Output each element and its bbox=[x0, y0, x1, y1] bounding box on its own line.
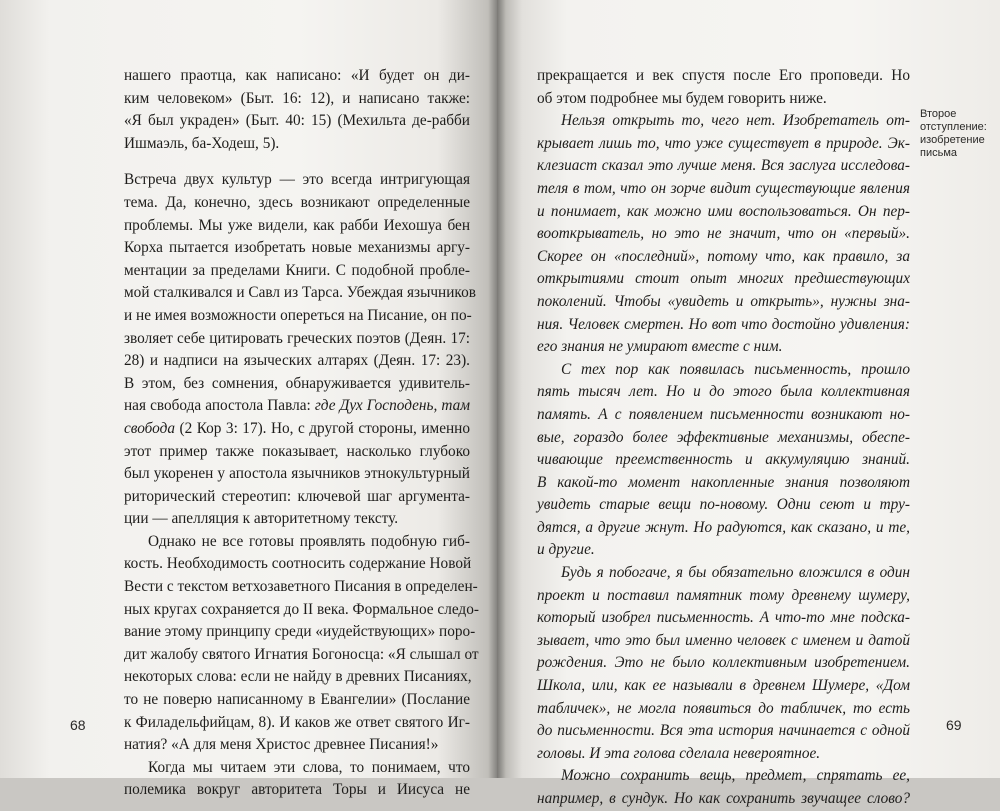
text-line: то не поверю написанному в Евангелии» (Послание bbox=[124, 691, 470, 709]
text-line: полемика вокруг авторитета Торы и Иисуса не bbox=[124, 781, 470, 799]
text-line: чивающие преемственность и аккумуляцию знаний. bbox=[537, 451, 910, 469]
text-line: вые, гораздо более эффективные механизмы, обеспе- bbox=[537, 428, 910, 446]
margin-note-line: изобретение bbox=[920, 134, 985, 146]
margin-note-line: Второе bbox=[920, 108, 957, 120]
text-line: и не имея возможности опереться на Писание, он по- bbox=[124, 306, 472, 324]
text-line: рождения. Это не было коллективным изобретением. bbox=[537, 654, 910, 672]
text-line: ментации за пределами Книги. С подобной пробле- bbox=[124, 261, 470, 279]
text-line: был укоренен у апостола язычников этнокультурный bbox=[124, 465, 470, 483]
text-line: вание этому принципу среди «иудействующих» поро- bbox=[124, 623, 476, 641]
text-line: клезиаст сказал это лучше меня. Вся заслуга исследова- bbox=[537, 157, 910, 175]
right-page-text bbox=[537, 65, 910, 811]
text-line: дятся, а другие жнут. Но радуются, как сказано, и те, bbox=[537, 518, 910, 536]
text-line: Скорее он «последний», потому что, как правило, за bbox=[537, 247, 910, 265]
text-line: кость. Необходимость соотносить содержание Новой bbox=[124, 555, 472, 573]
text-line: крывает лишь то, что уже существует в природе. Эк- bbox=[537, 134, 910, 152]
text-line: дит жалобу святого Игнатия Богоносца: «Я слышал от bbox=[124, 645, 479, 663]
text-line: например, в сундук. Но как сохранить звучащее слово? bbox=[537, 790, 910, 807]
margin-note-line: письма bbox=[920, 147, 958, 159]
text-line: увидеть старые вещи по-новому. Одни сеют и тру- bbox=[537, 496, 910, 514]
text-line: открытиями стоит опыт многих предшествующих bbox=[537, 270, 910, 288]
text-line: и понимает, как можно ими воспользоваться. Он пер- bbox=[537, 202, 910, 220]
text-line: Вести с текстом ветхозаветного Писания в определен- bbox=[124, 578, 478, 596]
text-line: прекращается и век спустя после Его проповеди. Но bbox=[537, 67, 910, 84]
text-line: ции — апелляция к авторитетному тексту. bbox=[124, 510, 399, 528]
text-line: к Филадельфийцам, 8). И каков же ответ святого Иг- bbox=[124, 713, 470, 731]
text-line: ных кругах сохраняется до II века. Формальное следо- bbox=[124, 600, 479, 618]
right-page-number: 69 bbox=[946, 717, 962, 733]
text-line: его знания не умирают вместе с ним. bbox=[537, 338, 783, 356]
text-line: В этом, без сомнения, обнаруживается удивитель- bbox=[124, 374, 470, 392]
text-line: память. А с появлением письменности возникают но- bbox=[537, 405, 910, 423]
text-line: поколений. Чтобы «увидеть и открыть», нужны зна- bbox=[537, 292, 910, 310]
paragraph-gap bbox=[124, 155, 470, 169]
text-line: Будь я побогаче, я бы обязательно вложился в один bbox=[561, 564, 910, 582]
text-line: проблемы. Мы уже видели, как рабби Иехошуа бен bbox=[124, 216, 470, 234]
text-line: Нельзя открыть то, чего нет. Изобретатель от- bbox=[561, 112, 910, 130]
text-line: этот пример также показывает, насколько глубоко bbox=[124, 442, 470, 460]
book-gutter bbox=[488, 0, 506, 778]
text-line: ким человеком» (Быт. 16: 12), и написано также: bbox=[124, 89, 470, 107]
text-line: Можно сохранить вещь, предмет, спрятать ее, bbox=[561, 767, 910, 785]
text-line: пять тысяч лет. Но и до этого была коллективная bbox=[537, 383, 910, 401]
text-line: риторический стереотип: ключевой шаг аргумента- bbox=[124, 487, 470, 505]
text-line: Школа, или, как ее называли в древнем Шумере, «Дом bbox=[537, 677, 910, 695]
text-line: Встреча двух культур — это всегда интригующая bbox=[124, 171, 470, 189]
text-line: С тех пор как появилась письменность, прошло bbox=[561, 360, 910, 378]
text-line: нашего праотца, как написано: «И будет он ди- bbox=[124, 67, 470, 84]
text-line: натия? «А для меня Христос древнее Писания!» bbox=[124, 736, 439, 754]
text-line: Ишмаэль, ба-Ходеш, 5). bbox=[124, 134, 280, 152]
left-page-number: 68 bbox=[70, 717, 86, 733]
text-line: тема. Да, конечно, здесь возникают определенные bbox=[124, 193, 470, 211]
text-line: ния. Человек смертен. Но вот что достойно удивления: bbox=[537, 315, 910, 333]
text-line: Однако не все готовы проявлять подобную гиб- bbox=[148, 532, 470, 550]
text-line: теля в том, что он зорче видит существующие явления bbox=[537, 179, 910, 197]
left-page-text bbox=[124, 65, 479, 802]
text-line: некоторых слова: если не найду в древних Писаниях, bbox=[124, 668, 472, 686]
margin-note-line: отступление: bbox=[920, 121, 987, 133]
text-line: который изобрел письменность. А что-то мне подска- bbox=[537, 609, 910, 627]
text-line: об этом подробнее мы будем говорить ниже. bbox=[537, 89, 827, 107]
text-line: мой сталкивался и Савл из Тарса. Убеждая язычников bbox=[124, 284, 476, 302]
margin-note-section-title bbox=[920, 108, 998, 160]
text-line: зволяет себе цитировать греческих поэтов (Деян. 17: bbox=[124, 329, 470, 347]
text-line: вооткрыватель, но это не значит, что он «первый». bbox=[537, 225, 910, 243]
text-line: проект и поставил памятник тому древнему шумеру, bbox=[537, 586, 910, 604]
text-line: табличек», не могла появиться до табличек, то есть bbox=[537, 699, 910, 717]
text-line: В какой-то момент накопленные знания позволяют bbox=[537, 473, 910, 491]
text-line: 28) и надписи на языческих алтарях (Деян. 17: 23). bbox=[124, 352, 470, 370]
text-line: Когда мы читаем эти слова, то понимаем, что bbox=[148, 758, 470, 776]
text-line: ная свобода апостола Павла: где Дух Господень, там bbox=[124, 397, 470, 415]
text-line: «Я был украден» (Быт. 40: 15) (Мехильта де-рабби bbox=[124, 112, 470, 130]
text-line: и другие. bbox=[537, 541, 595, 559]
text-line: зывает, что это был именно человек с именем и датой bbox=[537, 631, 910, 649]
text-line: свобода (2 Кор 3: 17). Но, с другой стороны, именно bbox=[124, 419, 470, 437]
text-line: Корха пытается изобретать новые механизмы аргу- bbox=[124, 239, 470, 257]
text-line: головы. И эта голова сделала невероятное. bbox=[537, 744, 821, 762]
text-line: до письменности. Вся эта история начинается с одной bbox=[537, 722, 910, 740]
